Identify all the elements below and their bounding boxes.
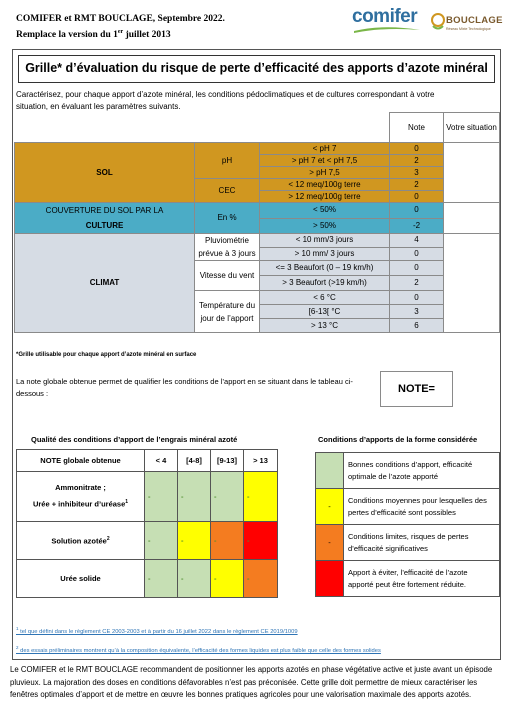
qualite-cell: - <box>211 560 244 598</box>
qualite-cell: - <box>145 472 178 522</box>
legend-swatch-yellow: - <box>316 489 344 525</box>
category-couverture: COUVERTURE DU SOL PAR LA CULTURE <box>15 203 195 234</box>
situation-input-sol[interactable] <box>444 143 500 203</box>
note-instructions: La note globale obtenue permet de qualifier les conditions de l’apport en se situant dans le tableau ci-dessous : <box>16 377 353 398</box>
footnote-2-link[interactable]: $^2$ des essais préliminaires montrent qu’à la composition équivalente, l’efficacité des formes liquides est plus faible que celle des formes solides <box>16 645 381 654</box>
page-title: Grille* d’évaluation du risque de perte d’efficacité des apports d’azote minéral <box>18 55 495 83</box>
qualite-cell: - <box>145 560 178 598</box>
note-cell: 2 <box>390 155 444 167</box>
note-cell: 0 <box>390 203 444 219</box>
qualite-header-col: < 4 <box>145 450 178 472</box>
qualite-row-label: Solution azotée$^2$ <box>17 522 145 560</box>
qualite-cell: - <box>244 472 278 522</box>
condition-cell: > 3 Beaufort (>19 km/h) <box>260 276 390 291</box>
condition-cell: < pH 7 <box>260 143 390 155</box>
header-line-2: Remplace la version du 1er juillet 2013 <box>16 29 171 41</box>
condition-cell: > pH 7 et < pH 7,5 <box>260 155 390 167</box>
param-ph: pH <box>195 143 260 179</box>
document-header <box>16 13 225 42</box>
qualite-table <box>16 449 278 598</box>
qualite-cell: - <box>244 560 278 598</box>
condition-cell: < 50% <box>260 203 390 219</box>
note-cell: 6 <box>390 319 444 333</box>
qualite-cell: - <box>211 472 244 522</box>
legend-text: Apport à éviter, l’efficacité de l’azote apporté peut être fortement réduite. <box>344 561 500 597</box>
qualite-header-col: > 13 <box>244 450 278 472</box>
situation-input-climat[interactable] <box>444 234 500 333</box>
evaluation-grid <box>14 112 500 333</box>
legend-text: Bonnes conditions d’apport, efficacité optimale de l’azote apporté <box>344 453 500 489</box>
param-pluviometrie: Pluviométrie prévue à 3 jours <box>195 234 260 261</box>
bouclage-tagline: Réseau Mixte Technologique <box>446 27 491 31</box>
legend-swatch-red <box>316 561 344 597</box>
qualite-title: Qualité des conditions d’apport de l’engrais minéral azoté <box>31 435 238 444</box>
condition-cell: < 6 °C <box>260 291 390 305</box>
qualite-cell: - <box>178 472 211 522</box>
note-cell: 4 <box>390 234 444 248</box>
note-cell: 0 <box>390 143 444 155</box>
param-cec: CEC <box>195 179 260 203</box>
qualite-cell: - <box>244 522 278 560</box>
qualite-cell: - <box>145 522 178 560</box>
condition-cell: [6-13[ °C <box>260 305 390 319</box>
qualite-header-col: [9-13] <box>211 450 244 472</box>
column-header-situation: Votre situation <box>444 113 500 143</box>
condition-cell: > 12 meq/100g terre <box>260 191 390 203</box>
category-climat: CLIMAT <box>15 234 195 333</box>
param-vent: Vitesse du vent <box>195 261 260 291</box>
condition-cell: < 10 mm/3 jours <box>260 234 390 248</box>
comifer-logo <box>352 6 424 36</box>
bouclage-emblem-icon <box>430 12 446 32</box>
closing-paragraph: Le COMIFER et le RMT BOUCLAGE recommandent de positionner les apports azotés en phase végétative active et juste avant un épisode pluvieux. La majoration des doses en conditions défavorables n’est pas préconisée. Cette grille doit permettre de mieux caractériser les fenêtres optimales d’apport et de mettre en œuvre les bonnes pratiques agricoles pour une valorisation maximale des apports azotés. <box>10 665 493 699</box>
qualite-header-col: [4-8] <box>178 450 211 472</box>
qualite-header-label: NOTE globale obtenue <box>17 450 145 472</box>
qualite-row-label: Urée solide <box>17 560 145 598</box>
note-total-field[interactable]: NOTE= <box>380 371 453 407</box>
condition-cell: > 13 °C <box>260 319 390 333</box>
category-sol: SOL <box>15 143 195 203</box>
qualite-cell: - <box>178 560 211 598</box>
condition-cell: < 12 meq/100g terre <box>260 179 390 191</box>
comifer-logo-text: comifer <box>352 6 418 27</box>
note-cell: 0 <box>390 191 444 203</box>
note-cell: -2 <box>390 218 444 234</box>
header-line-1: COMIFER et RMT BOUCLAGE, Septembre 2022. <box>16 14 225 24</box>
condition-cell: > 10 mm/ 3 jours <box>260 247 390 261</box>
conditions-title: Conditions d’apports de la forme considérée <box>318 435 478 444</box>
note-cell: 0 <box>390 291 444 305</box>
condition-cell: > 50% <box>260 218 390 234</box>
condition-cell: <= 3 Beaufort (0 – 19 km/h) <box>260 261 390 276</box>
condition-cell: > pH 7,5 <box>260 167 390 179</box>
legend-text: Conditions limites, risques de pertes d’efficacité significatives <box>344 525 500 561</box>
qualite-cell: - <box>178 522 211 560</box>
column-header-note: Note <box>390 113 444 143</box>
legend-swatch-green <box>316 453 344 489</box>
note-cell: 0 <box>390 261 444 276</box>
note-cell: 2 <box>390 179 444 191</box>
qualite-cell: - <box>211 522 244 560</box>
param-couverture: En % <box>195 203 260 234</box>
bouclage-logo <box>430 10 503 36</box>
grid-footnote: *Grille utilisable pour chaque apport d’azote minéral en surface <box>16 352 197 358</box>
legend-text: Conditions moyennes pour lesquelles des pertes d’efficacité sont possibles <box>344 489 500 525</box>
note-cell: 3 <box>390 167 444 179</box>
note-cell: 3 <box>390 305 444 319</box>
qualite-row-label: Ammonitrate ; Urée + inhibiteur d’uréase$^1$ <box>17 472 145 522</box>
situation-input-couverture[interactable] <box>444 203 500 234</box>
legend-swatch-orange: - <box>316 525 344 561</box>
intro-text: Caractérisez, pour chaque apport d’azote minéral, les conditions pédoclimatiques et de cultures correspondant à votre situation, en évaluant les paramètres suivants. <box>16 90 435 111</box>
note-cell: 0 <box>390 247 444 261</box>
note-cell: 2 <box>390 276 444 291</box>
param-temperature: Température du jour de l’apport <box>195 291 260 333</box>
conditions-legend <box>315 452 500 597</box>
bouclage-logo-text: BOUCLAGE <box>446 15 503 26</box>
footnote-1-link[interactable]: $^1$ tel que défini dans le règlement CE 2003-2003 et à partir du 16 juillet 2022 dans le règlement CE 2019/1009 <box>16 626 298 635</box>
comifer-swoosh-icon <box>354 26 420 34</box>
